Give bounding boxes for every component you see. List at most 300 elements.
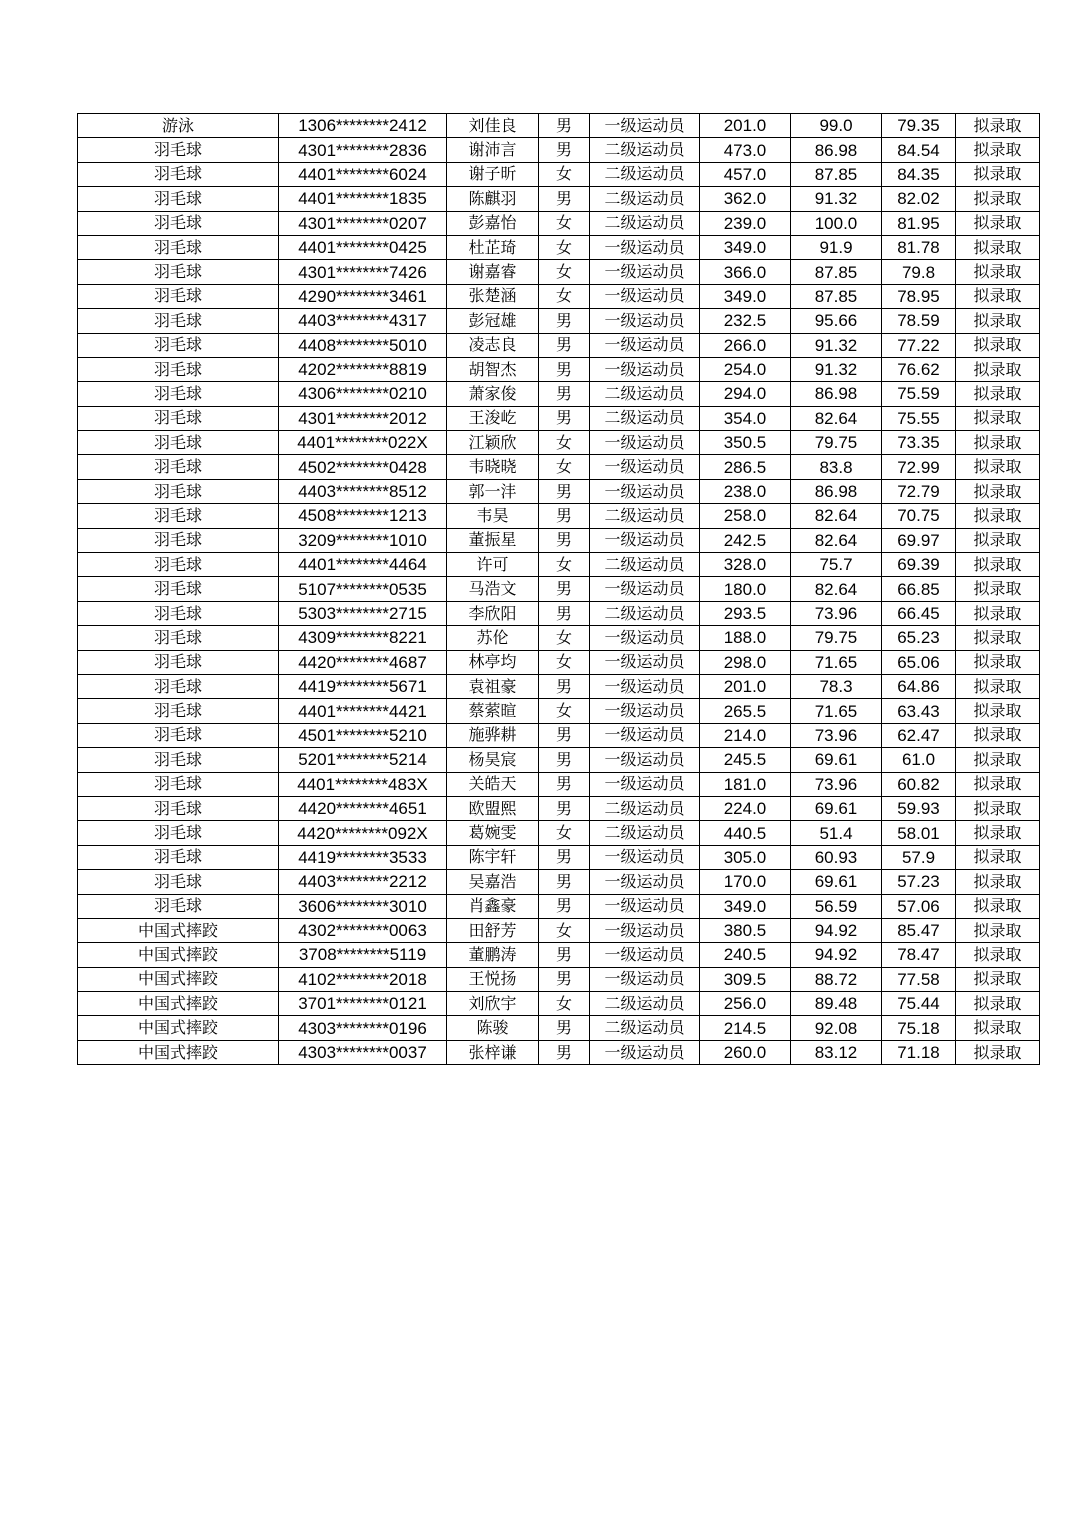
sport-cell: 羽毛球	[78, 309, 279, 333]
sport-cell: 羽毛球	[78, 821, 279, 845]
score-cell: 245.5	[700, 748, 791, 772]
total-score-cell: 73.35	[882, 431, 956, 455]
athlete-level-cell: 一级运动员	[590, 284, 700, 308]
table-row	[78, 1016, 1040, 1040]
name-cell: 李欣阳	[447, 601, 539, 625]
status-cell: 拟录取	[956, 235, 1040, 259]
athlete-level-cell: 二级运动员	[590, 504, 700, 528]
name-cell: 张楚涵	[447, 284, 539, 308]
score-cell: 380.5	[700, 918, 791, 942]
score-cell: 457.0	[700, 162, 791, 186]
table-row	[78, 870, 1040, 894]
sport-cell: 羽毛球	[78, 284, 279, 308]
table-row	[78, 260, 1040, 284]
athlete-level-cell: 二级运动员	[590, 553, 700, 577]
score-cell: 258.0	[700, 504, 791, 528]
score-cell: 242.5	[700, 528, 791, 552]
athlete-level-cell: 一级运动员	[590, 918, 700, 942]
gender-cell: 男	[539, 528, 590, 552]
name-cell: 谢嘉睿	[447, 260, 539, 284]
score-cell: 232.5	[700, 309, 791, 333]
gender-cell: 男	[539, 748, 590, 772]
table-row	[78, 650, 1040, 674]
sport-cell: 中国式摔跤	[78, 1040, 279, 1064]
total-score-cell: 66.85	[882, 577, 956, 601]
gender-cell: 女	[539, 284, 590, 308]
athlete-level-cell: 一级运动员	[590, 455, 700, 479]
score-cell: 82.64	[791, 528, 882, 552]
table-row	[78, 1040, 1040, 1064]
table-row	[78, 357, 1040, 381]
athlete-level-cell: 一级运动员	[590, 626, 700, 650]
total-score-cell: 77.58	[882, 967, 956, 991]
id-number-cell: 4301********2836	[279, 138, 447, 162]
gender-cell: 女	[539, 918, 590, 942]
sport-cell: 羽毛球	[78, 577, 279, 601]
score-cell: 305.0	[700, 845, 791, 869]
score-cell: 73.96	[791, 772, 882, 796]
status-cell: 拟录取	[956, 821, 1040, 845]
table-row	[78, 114, 1040, 138]
id-number-cell: 4102********2018	[279, 967, 447, 991]
status-cell: 拟录取	[956, 870, 1040, 894]
gender-cell: 男	[539, 504, 590, 528]
total-score-cell: 57.9	[882, 845, 956, 869]
score-cell: 349.0	[700, 235, 791, 259]
score-cell: 214.5	[700, 1016, 791, 1040]
gender-cell: 男	[539, 796, 590, 820]
name-cell: 袁祖豪	[447, 674, 539, 698]
score-cell: 298.0	[700, 650, 791, 674]
total-score-cell: 70.75	[882, 504, 956, 528]
table-row	[78, 967, 1040, 991]
name-cell: 韦昊	[447, 504, 539, 528]
name-cell: 葛婉雯	[447, 821, 539, 845]
score-cell: 56.59	[791, 894, 882, 918]
score-cell: 256.0	[700, 992, 791, 1016]
status-cell: 拟录取	[956, 382, 1040, 406]
total-score-cell: 81.95	[882, 211, 956, 235]
table-row	[78, 723, 1040, 747]
id-number-cell: 4301********0207	[279, 211, 447, 235]
table-row	[78, 479, 1040, 503]
gender-cell: 男	[539, 479, 590, 503]
table-row	[78, 284, 1040, 308]
score-cell: 349.0	[700, 284, 791, 308]
id-number-cell: 4303********0037	[279, 1040, 447, 1064]
score-cell: 60.93	[791, 845, 882, 869]
status-cell: 拟录取	[956, 894, 1040, 918]
score-cell: 440.5	[700, 821, 791, 845]
status-cell: 拟录取	[956, 943, 1040, 967]
sport-cell: 羽毛球	[78, 699, 279, 723]
name-cell: 凌志良	[447, 333, 539, 357]
sport-cell: 羽毛球	[78, 382, 279, 406]
gender-cell: 女	[539, 650, 590, 674]
total-score-cell: 69.97	[882, 528, 956, 552]
score-cell: 82.64	[791, 504, 882, 528]
athlete-level-cell: 一级运动员	[590, 479, 700, 503]
score-cell: 294.0	[700, 382, 791, 406]
score-cell: 366.0	[700, 260, 791, 284]
gender-cell: 女	[539, 821, 590, 845]
athlete-level-cell: 一级运动员	[590, 748, 700, 772]
gender-cell: 男	[539, 601, 590, 625]
total-score-cell: 72.99	[882, 455, 956, 479]
gender-cell: 女	[539, 992, 590, 1016]
gender-cell: 男	[539, 577, 590, 601]
gender-cell: 男	[539, 309, 590, 333]
athlete-level-cell: 二级运动员	[590, 211, 700, 235]
status-cell: 拟录取	[956, 211, 1040, 235]
status-cell: 拟录取	[956, 455, 1040, 479]
status-cell: 拟录取	[956, 1040, 1040, 1064]
gender-cell: 女	[539, 455, 590, 479]
total-score-cell: 75.59	[882, 382, 956, 406]
sport-cell: 羽毛球	[78, 626, 279, 650]
score-cell: 95.66	[791, 309, 882, 333]
athlete-level-cell: 二级运动员	[590, 162, 700, 186]
id-number-cell: 4408********5010	[279, 333, 447, 357]
athlete-level-cell: 二级运动员	[590, 601, 700, 625]
id-number-cell: 4401********4421	[279, 699, 447, 723]
athlete-level-cell: 一级运动员	[590, 723, 700, 747]
sport-cell: 羽毛球	[78, 650, 279, 674]
score-cell: 238.0	[700, 479, 791, 503]
id-number-cell: 4401********1835	[279, 187, 447, 211]
athlete-level-cell: 二级运动员	[590, 406, 700, 430]
gender-cell: 女	[539, 553, 590, 577]
score-cell: 473.0	[700, 138, 791, 162]
sport-cell: 羽毛球	[78, 260, 279, 284]
status-cell: 拟录取	[956, 967, 1040, 991]
total-score-cell: 79.8	[882, 260, 956, 284]
name-cell: 田舒芳	[447, 918, 539, 942]
status-cell: 拟录取	[956, 553, 1040, 577]
sport-cell: 中国式摔跤	[78, 943, 279, 967]
score-cell: 99.0	[791, 114, 882, 138]
sport-cell: 中国式摔跤	[78, 992, 279, 1016]
score-cell: 69.61	[791, 796, 882, 820]
table-row	[78, 674, 1040, 698]
gender-cell: 男	[539, 772, 590, 796]
table-row	[78, 528, 1040, 552]
name-cell: 董鹏涛	[447, 943, 539, 967]
name-cell: 王浚屹	[447, 406, 539, 430]
sport-cell: 羽毛球	[78, 455, 279, 479]
table-row	[78, 333, 1040, 357]
table-row	[78, 431, 1040, 455]
status-cell: 拟录取	[956, 504, 1040, 528]
status-cell: 拟录取	[956, 845, 1040, 869]
score-cell: 286.5	[700, 455, 791, 479]
admission-table	[77, 113, 1040, 1065]
athlete-level-cell: 二级运动员	[590, 821, 700, 845]
total-score-cell: 82.02	[882, 187, 956, 211]
score-cell: 69.61	[791, 748, 882, 772]
total-score-cell: 75.44	[882, 992, 956, 1016]
name-cell: 吴嘉浩	[447, 870, 539, 894]
total-score-cell: 76.62	[882, 357, 956, 381]
gender-cell: 男	[539, 845, 590, 869]
score-cell: 83.12	[791, 1040, 882, 1064]
name-cell: 萧家俊	[447, 382, 539, 406]
name-cell: 杜芷琦	[447, 235, 539, 259]
gender-cell: 男	[539, 1040, 590, 1064]
total-score-cell: 72.79	[882, 479, 956, 503]
status-cell: 拟录取	[956, 406, 1040, 430]
athlete-level-cell: 二级运动员	[590, 796, 700, 820]
name-cell: 欧盟熙	[447, 796, 539, 820]
athlete-level-cell: 一级运动员	[590, 772, 700, 796]
name-cell: 彭冠雄	[447, 309, 539, 333]
score-cell: 309.5	[700, 967, 791, 991]
athlete-level-cell: 一级运动员	[590, 309, 700, 333]
status-cell: 拟录取	[956, 138, 1040, 162]
score-cell: 254.0	[700, 357, 791, 381]
score-cell: 91.32	[791, 187, 882, 211]
name-cell: 苏伦	[447, 626, 539, 650]
table-row	[78, 772, 1040, 796]
id-number-cell: 4401********6024	[279, 162, 447, 186]
id-number-cell: 4401********0425	[279, 235, 447, 259]
score-cell: 91.9	[791, 235, 882, 259]
id-number-cell: 4420********4651	[279, 796, 447, 820]
total-score-cell: 65.23	[882, 626, 956, 650]
sport-cell: 羽毛球	[78, 894, 279, 918]
total-score-cell: 75.18	[882, 1016, 956, 1040]
status-cell: 拟录取	[956, 357, 1040, 381]
total-score-cell: 58.01	[882, 821, 956, 845]
score-cell: 266.0	[700, 333, 791, 357]
score-cell: 201.0	[700, 674, 791, 698]
athlete-level-cell: 二级运动员	[590, 138, 700, 162]
table-row	[78, 138, 1040, 162]
score-cell: 349.0	[700, 894, 791, 918]
score-cell: 86.98	[791, 479, 882, 503]
table-row	[78, 309, 1040, 333]
score-cell: 79.75	[791, 626, 882, 650]
id-number-cell: 4309********8221	[279, 626, 447, 650]
status-cell: 拟录取	[956, 528, 1040, 552]
id-number-cell: 3701********0121	[279, 992, 447, 1016]
gender-cell: 男	[539, 943, 590, 967]
id-number-cell: 4401********4464	[279, 553, 447, 577]
status-cell: 拟录取	[956, 674, 1040, 698]
sport-cell: 羽毛球	[78, 138, 279, 162]
athlete-level-cell: 一级运动员	[590, 431, 700, 455]
score-cell: 91.32	[791, 357, 882, 381]
gender-cell: 女	[539, 260, 590, 284]
table-row	[78, 382, 1040, 406]
score-cell: 79.75	[791, 431, 882, 455]
total-score-cell: 57.06	[882, 894, 956, 918]
gender-cell: 男	[539, 333, 590, 357]
name-cell: 郭一沣	[447, 479, 539, 503]
score-cell: 100.0	[791, 211, 882, 235]
sport-cell: 中国式摔跤	[78, 918, 279, 942]
status-cell: 拟录取	[956, 723, 1040, 747]
id-number-cell: 4403********2212	[279, 870, 447, 894]
table-row	[78, 748, 1040, 772]
id-number-cell: 4508********1213	[279, 504, 447, 528]
total-score-cell: 78.59	[882, 309, 956, 333]
score-cell: 350.5	[700, 431, 791, 455]
score-cell: 87.85	[791, 284, 882, 308]
gender-cell: 男	[539, 357, 590, 381]
score-cell: 71.65	[791, 699, 882, 723]
sport-cell: 羽毛球	[78, 674, 279, 698]
sport-cell: 羽毛球	[78, 333, 279, 357]
name-cell: 谢子昕	[447, 162, 539, 186]
gender-cell: 男	[539, 723, 590, 747]
score-cell: 83.8	[791, 455, 882, 479]
athlete-level-cell: 二级运动员	[590, 382, 700, 406]
sport-cell: 羽毛球	[78, 723, 279, 747]
name-cell: 彭嘉怡	[447, 211, 539, 235]
sport-cell: 羽毛球	[78, 870, 279, 894]
score-cell: 73.96	[791, 723, 882, 747]
id-number-cell: 4302********0063	[279, 918, 447, 942]
table-row	[78, 406, 1040, 430]
name-cell: 董振星	[447, 528, 539, 552]
score-cell: 78.3	[791, 674, 882, 698]
score-cell: 82.64	[791, 406, 882, 430]
status-cell: 拟录取	[956, 187, 1040, 211]
gender-cell: 男	[539, 870, 590, 894]
id-number-cell: 5201********5214	[279, 748, 447, 772]
status-cell: 拟录取	[956, 1016, 1040, 1040]
id-number-cell: 3209********1010	[279, 528, 447, 552]
id-number-cell: 4420********092X	[279, 821, 447, 845]
table-row	[78, 918, 1040, 942]
score-cell: 82.64	[791, 577, 882, 601]
id-number-cell: 4303********0196	[279, 1016, 447, 1040]
total-score-cell: 79.35	[882, 114, 956, 138]
name-cell: 陈麒羽	[447, 187, 539, 211]
id-number-cell: 3708********5119	[279, 943, 447, 967]
table-row	[78, 821, 1040, 845]
name-cell: 谢沛言	[447, 138, 539, 162]
table-row	[78, 626, 1040, 650]
score-cell: 214.0	[700, 723, 791, 747]
total-score-cell: 63.43	[882, 699, 956, 723]
total-score-cell: 81.78	[882, 235, 956, 259]
sport-cell: 羽毛球	[78, 479, 279, 503]
table-row	[78, 187, 1040, 211]
total-score-cell: 84.54	[882, 138, 956, 162]
score-cell: 224.0	[700, 796, 791, 820]
score-cell: 86.98	[791, 382, 882, 406]
score-cell: 201.0	[700, 114, 791, 138]
score-cell: 240.5	[700, 943, 791, 967]
gender-cell: 男	[539, 894, 590, 918]
score-cell: 86.98	[791, 138, 882, 162]
athlete-level-cell: 一级运动员	[590, 1040, 700, 1064]
score-cell: 328.0	[700, 553, 791, 577]
id-number-cell: 4501********5210	[279, 723, 447, 747]
gender-cell: 女	[539, 699, 590, 723]
score-cell: 75.7	[791, 553, 882, 577]
id-number-cell: 3606********3010	[279, 894, 447, 918]
status-cell: 拟录取	[956, 601, 1040, 625]
sport-cell: 羽毛球	[78, 406, 279, 430]
table-row	[78, 943, 1040, 967]
status-cell: 拟录取	[956, 992, 1040, 1016]
athlete-level-cell: 一级运动员	[590, 870, 700, 894]
status-cell: 拟录取	[956, 772, 1040, 796]
total-score-cell: 62.47	[882, 723, 956, 747]
name-cell: 江颖欣	[447, 431, 539, 455]
gender-cell: 女	[539, 211, 590, 235]
name-cell: 蔡萦暄	[447, 699, 539, 723]
id-number-cell: 4403********8512	[279, 479, 447, 503]
athlete-level-cell: 一级运动员	[590, 943, 700, 967]
id-number-cell: 4306********0210	[279, 382, 447, 406]
score-cell: 51.4	[791, 821, 882, 845]
sport-cell: 中国式摔跤	[78, 967, 279, 991]
name-cell: 关皓天	[447, 772, 539, 796]
status-cell: 拟录取	[956, 309, 1040, 333]
status-cell: 拟录取	[956, 479, 1040, 503]
sport-cell: 羽毛球	[78, 357, 279, 381]
sport-cell: 羽毛球	[78, 187, 279, 211]
name-cell: 陈骏	[447, 1016, 539, 1040]
sport-cell: 游泳	[78, 114, 279, 138]
score-cell: 87.85	[791, 162, 882, 186]
table-row	[78, 504, 1040, 528]
score-cell: 91.32	[791, 333, 882, 357]
score-cell: 87.85	[791, 260, 882, 284]
score-cell: 94.92	[791, 918, 882, 942]
athlete-level-cell: 一级运动员	[590, 357, 700, 381]
total-score-cell: 69.39	[882, 553, 956, 577]
athlete-level-cell: 一级运动员	[590, 114, 700, 138]
status-cell: 拟录取	[956, 626, 1040, 650]
id-number-cell: 4403********4317	[279, 309, 447, 333]
sport-cell: 羽毛球	[78, 601, 279, 625]
gender-cell: 男	[539, 1016, 590, 1040]
sport-cell: 羽毛球	[78, 431, 279, 455]
status-cell: 拟录取	[956, 162, 1040, 186]
score-cell: 69.61	[791, 870, 882, 894]
sport-cell: 羽毛球	[78, 748, 279, 772]
athlete-level-cell: 一级运动员	[590, 894, 700, 918]
name-cell: 刘佳良	[447, 114, 539, 138]
score-cell: 354.0	[700, 406, 791, 430]
table-row	[78, 894, 1040, 918]
status-cell: 拟录取	[956, 748, 1040, 772]
sport-cell: 羽毛球	[78, 528, 279, 552]
score-cell: 89.48	[791, 992, 882, 1016]
name-cell: 肖鑫豪	[447, 894, 539, 918]
table-row	[78, 699, 1040, 723]
status-cell: 拟录取	[956, 699, 1040, 723]
athlete-level-cell: 一级运动员	[590, 650, 700, 674]
name-cell: 胡智杰	[447, 357, 539, 381]
score-cell: 170.0	[700, 870, 791, 894]
id-number-cell: 4301********7426	[279, 260, 447, 284]
name-cell: 刘欣宇	[447, 992, 539, 1016]
sport-cell: 羽毛球	[78, 504, 279, 528]
gender-cell: 女	[539, 235, 590, 259]
sport-cell: 羽毛球	[78, 162, 279, 186]
total-score-cell: 78.95	[882, 284, 956, 308]
table-row	[78, 992, 1040, 1016]
score-cell: 88.72	[791, 967, 882, 991]
gender-cell: 男	[539, 674, 590, 698]
total-score-cell: 59.93	[882, 796, 956, 820]
